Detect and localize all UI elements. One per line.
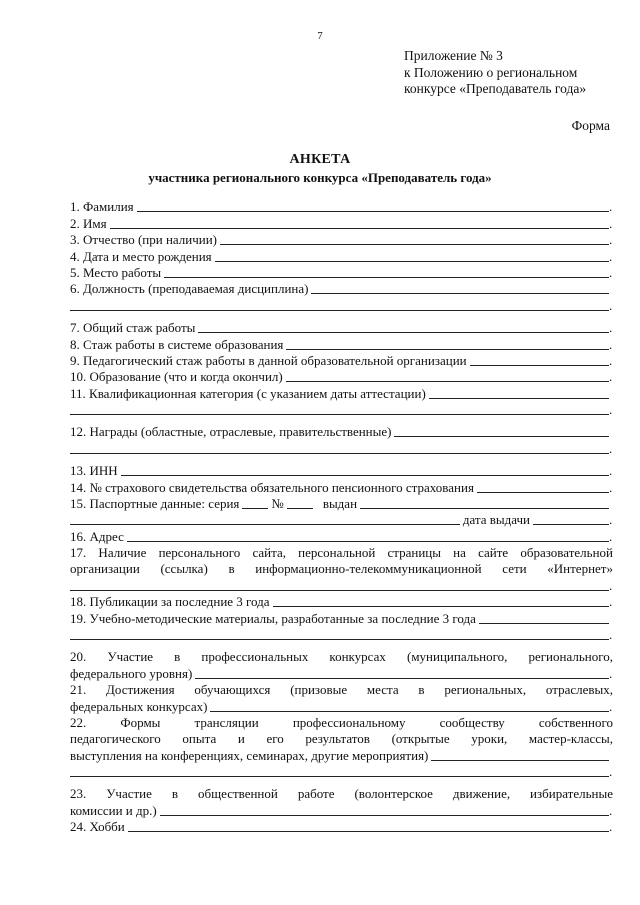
- fill-line[interactable]: [429, 387, 609, 399]
- end-mark: .: [609, 512, 613, 528]
- fill-line[interactable]: [311, 282, 609, 294]
- field-name: [70, 215, 613, 231]
- fill-line[interactable]: [121, 464, 609, 476]
- field-label: 22. Формы трансляции профессиональному сообществу собственного: [70, 714, 613, 730]
- document-subtitle: участника регионального конкурса «Преподаватель года»: [148, 170, 492, 185]
- field-surname: [70, 199, 613, 215]
- field-label: 11. Квалификационная категория (с указанием даты аттестации): [70, 385, 426, 401]
- field-awards: [70, 424, 613, 440]
- fill-line[interactable]: [110, 217, 609, 229]
- document-title: АНКЕТА: [289, 152, 351, 167]
- end-mark: .: [609, 248, 613, 264]
- field-birth: [70, 248, 613, 264]
- field-label: 10. Образование (что и когда окончил): [70, 369, 283, 385]
- appendix-line: конкурсе «Преподаватель года»: [404, 81, 587, 96]
- field-label: федерального уровня): [70, 665, 193, 681]
- field-label: 13. ИНН: [70, 463, 118, 479]
- end-mark: .: [609, 665, 613, 681]
- field-label: 9. Педагогический стаж работы в данной образовательной организации: [70, 352, 467, 368]
- field-publications: [70, 594, 613, 610]
- field-website-line: [70, 578, 613, 594]
- field-label: 6. Должность (преподаваемая дисциплина): [70, 281, 309, 297]
- field-label: 7. Общий стаж работы: [70, 320, 196, 336]
- field-experience-sharing-continued: [70, 764, 613, 780]
- field-label: 23. Участие в общественной работе (волонтерское движение, избирательные: [70, 786, 613, 802]
- fill-line[interactable]: [195, 667, 609, 679]
- field-label: организации (ссылка) в информационно-телекоммуникационной сети «Интернет»: [70, 561, 613, 577]
- page-number: 7: [317, 30, 323, 42]
- fill-line[interactable]: [431, 749, 609, 761]
- fill-line[interactable]: [70, 513, 460, 525]
- field-label: дата выдачи: [462, 512, 530, 528]
- appendix-header: [404, 48, 586, 98]
- appendix-line: к Положению о региональном: [404, 64, 578, 80]
- field-label: 12. Награды (областные, отраслевые, правительственные): [70, 424, 392, 440]
- end-mark: .: [609, 528, 613, 544]
- fill-line[interactable]: [210, 700, 609, 712]
- fill-line[interactable]: [477, 481, 609, 493]
- end-mark: .: [609, 352, 613, 368]
- end-mark: .: [609, 819, 613, 835]
- fill-line[interactable]: [164, 266, 609, 278]
- field-label: 3. Отчество (при наличии): [70, 232, 218, 248]
- field-contests: [70, 666, 613, 682]
- fill-line[interactable]: [160, 804, 609, 816]
- end-mark: .: [609, 698, 613, 714]
- field-label: комиссии и др.): [70, 803, 157, 819]
- field-label: 17. Наличие персонального сайта, персональной страницы на сайте образовательной: [70, 544, 613, 560]
- field-total-experience: [70, 320, 613, 336]
- field-experience-sharing: [70, 748, 613, 764]
- fill-line[interactable]: [127, 530, 609, 542]
- end-mark: .: [609, 594, 613, 610]
- field-address: [70, 528, 613, 544]
- field-education: [70, 369, 613, 385]
- fill-line[interactable]: [70, 765, 609, 777]
- field-label: 4. Дата и место рождения: [70, 248, 212, 264]
- field-label: федеральных конкурсах): [70, 698, 208, 714]
- field-qualification-continued: [70, 402, 613, 418]
- end-mark: .: [609, 402, 613, 418]
- field-label: педагогического опыта и его результатов (открытые уроки, мастер-классы,: [70, 731, 613, 747]
- field-methodical-materials: [70, 610, 613, 626]
- field-workplace: [70, 265, 613, 281]
- end-mark: .: [609, 764, 613, 780]
- end-mark: .: [609, 577, 613, 593]
- end-mark: .: [609, 336, 613, 352]
- field-label: №: [271, 496, 284, 512]
- field-passport-date: [70, 512, 613, 528]
- end-mark: .: [609, 232, 613, 248]
- end-mark: .: [609, 297, 613, 313]
- field-awards-continued: [70, 440, 613, 456]
- field-label: 19. Учебно-методические материалы, разработанные за последние 3 года: [70, 610, 476, 626]
- field-qualification: [70, 385, 613, 401]
- field-label: 16. Адрес: [70, 528, 124, 544]
- fill-line[interactable]: [286, 370, 609, 382]
- fill-line[interactable]: [470, 354, 609, 366]
- end-mark: .: [609, 320, 613, 336]
- passport-issued-line[interactable]: [360, 497, 609, 509]
- end-mark: .: [609, 803, 613, 819]
- field-insurance: [70, 479, 613, 495]
- field-methodical-continued: [70, 627, 613, 643]
- questionnaire-form: [70, 199, 613, 835]
- field-teaching-experience: [70, 353, 613, 369]
- field-education-experience: [70, 336, 613, 352]
- field-label: 14. № страхового свидетельства обязательного пенсионного страхования: [70, 479, 474, 495]
- end-mark: .: [609, 479, 613, 495]
- fill-line[interactable]: [70, 628, 609, 640]
- fill-line[interactable]: [198, 321, 609, 333]
- field-inn: [70, 463, 613, 479]
- field-position: [70, 281, 613, 297]
- field-student-achievements: [70, 698, 613, 714]
- fill-line[interactable]: [220, 233, 609, 245]
- field-label: 15. Паспортные данные: серия: [70, 496, 240, 512]
- field-label: выступления на конференциях, семинарах, другие мероприятия): [70, 747, 429, 763]
- end-mark: .: [609, 199, 613, 215]
- field-label: 8. Стаж работы в системе образования: [70, 336, 284, 352]
- field-label: 21. Достижения обучающихся (призовые места в региональных, отраслевых,: [70, 681, 613, 697]
- field-passport: [70, 496, 613, 512]
- end-mark: .: [609, 440, 613, 456]
- fill-line[interactable]: [70, 403, 609, 415]
- fill-line[interactable]: [137, 200, 609, 212]
- field-label: 5. Место работы: [70, 264, 162, 280]
- fill-line[interactable]: [286, 338, 609, 350]
- field-public-work: [70, 803, 613, 819]
- passport-date-line[interactable]: [533, 513, 609, 525]
- end-mark: .: [609, 627, 613, 643]
- fill-line[interactable]: [70, 442, 609, 454]
- fill-line[interactable]: [70, 579, 609, 591]
- field-label: 1. Фамилия: [70, 199, 134, 215]
- passport-series-line[interactable]: [242, 497, 268, 509]
- field-label: 18. Публикации за последние 3 года: [70, 594, 270, 610]
- fill-line[interactable]: [479, 612, 609, 624]
- field-label: выдан: [322, 496, 358, 512]
- end-mark: .: [609, 264, 613, 280]
- field-patronymic: [70, 232, 613, 248]
- end-mark: .: [609, 215, 613, 231]
- fill-line[interactable]: [273, 595, 609, 607]
- field-hobby: [70, 819, 613, 835]
- end-mark: .: [609, 369, 613, 385]
- passport-number-line[interactable]: [287, 497, 313, 509]
- fill-line[interactable]: [215, 250, 609, 262]
- field-label: 2. Имя: [70, 215, 107, 231]
- end-mark: .: [609, 463, 613, 479]
- appendix-line: Приложение № 3: [404, 48, 503, 63]
- field-label: 20. Участие в профессиональных конкурсах (муниципального, регионального,: [70, 649, 613, 665]
- field-position-continued: [70, 297, 613, 313]
- field-label: 24. Хобби: [70, 819, 125, 835]
- form-label: Форма: [571, 118, 610, 133]
- fill-line[interactable]: [128, 820, 609, 832]
- fill-line[interactable]: [70, 299, 609, 311]
- fill-line[interactable]: [394, 425, 609, 437]
